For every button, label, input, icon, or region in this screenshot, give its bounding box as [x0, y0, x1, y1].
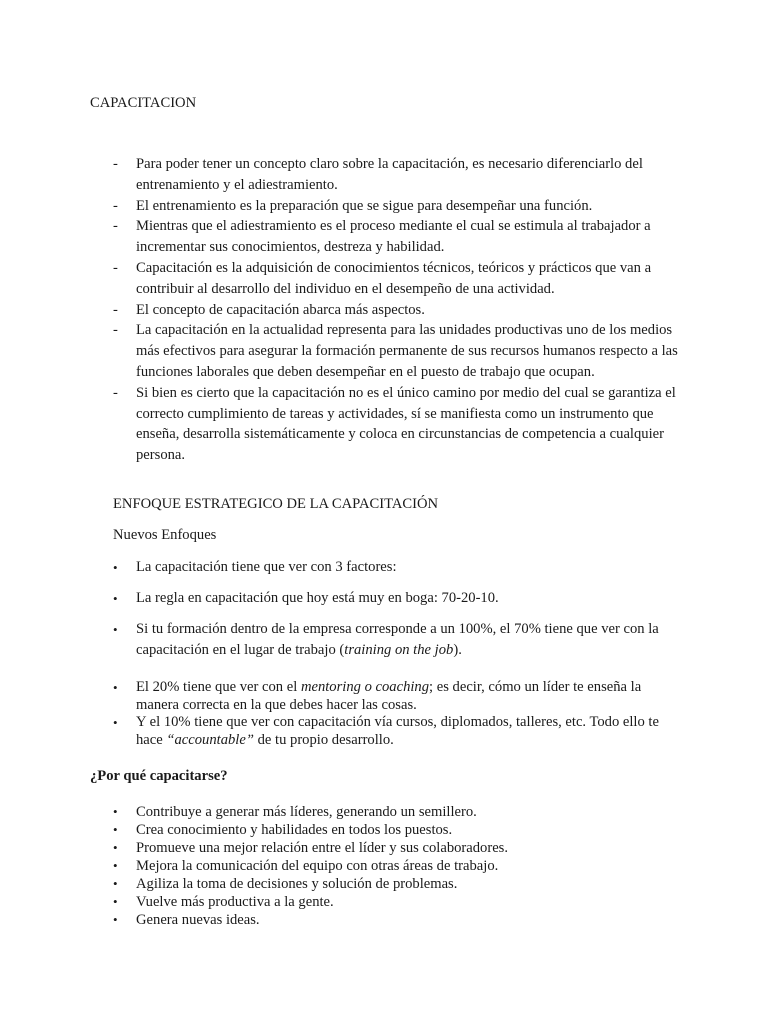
- factor-item: [113, 714, 683, 749]
- list-item-text: La capacitación en la actualidad representa para las unidades productivas uno de los medios más efectivos para asegurar la formación permanente de sus recursos humanos respecto a las funciones laborales que deben desempeñar en el puesto de trabajo que ocupan.: [136, 322, 678, 380]
- list-item: [113, 839, 683, 857]
- list-item-text: Para poder tener un concepto claro sobre la capacitación, es necesario diferenciarlo del entrenamiento y el adiestramiento.: [136, 156, 643, 193]
- list-item: [113, 300, 683, 321]
- list-item: [113, 893, 683, 911]
- factor-item: [113, 588, 683, 609]
- subheading: Nuevos Enfoques: [113, 527, 217, 543]
- factor-italic-text: “accountable”: [166, 731, 254, 748]
- list-item-text: El concepto de capacitación abarca más aspectos.: [136, 301, 425, 318]
- list-item: [113, 196, 683, 217]
- list-item-text: El entrenamiento es la preparación que se sigue para desempeñar una función.: [136, 197, 593, 214]
- list-item-text: Promueve una mejor relación entre el líder y sus colaboradores.: [136, 840, 509, 856]
- list-item: [113, 875, 683, 893]
- why-heading: ¿Por qué capacitarse?: [90, 768, 228, 784]
- dash-marker: -: [113, 197, 118, 214]
- list-item: [113, 803, 683, 821]
- bullet-marker: •: [113, 822, 118, 837]
- list-item: [113, 821, 683, 839]
- dash-marker: -: [113, 301, 118, 318]
- bullet-marker: •: [113, 560, 118, 575]
- list-item-text: Agiliza la toma de decisiones y solución de problemas.: [136, 876, 458, 892]
- factor-text: Si tu formación dentro de la empresa corresponde a un 100%, el 70% tiene que ver con la capacitación en el lugar de trabajo (: [136, 621, 659, 658]
- section-heading: ENFOQUE ESTRATEGICO DE LA CAPACITACIÓN: [113, 496, 439, 512]
- factor-italic-text: training on the job: [344, 641, 454, 658]
- bullet-marker: •: [113, 591, 118, 606]
- document-title: CAPACITACION: [90, 95, 197, 111]
- factor-text: La regla en capacitación que hoy está muy en boga: 70-20-10.: [136, 590, 499, 606]
- list-item: [113, 857, 683, 875]
- bullet-marker: •: [113, 840, 118, 855]
- dash-marker: -: [113, 259, 118, 276]
- factor-text: ).: [453, 641, 462, 658]
- bullet-marker: •: [113, 894, 118, 909]
- list-item-text: Mejora la comunicación del equipo con otras áreas de trabajo.: [136, 858, 499, 874]
- intro-list: [113, 154, 683, 466]
- list-item-text: Crea conocimiento y habilidades en todos los puestos.: [136, 822, 453, 838]
- dash-marker: -: [113, 218, 118, 235]
- factor-item: [113, 557, 683, 578]
- factor-text: ; es decir, cómo un líder te enseña la manera correcta en la que debes hacer las cosas.: [136, 679, 642, 713]
- factor-item: [113, 679, 683, 714]
- bullet-marker: •: [113, 622, 118, 637]
- list-item: [113, 216, 683, 258]
- bullet-marker: •: [113, 680, 118, 695]
- dash-marker: -: [113, 156, 118, 172]
- list-item: [113, 911, 683, 929]
- factor-item: [113, 619, 683, 661]
- list-item: [113, 383, 683, 466]
- factor-text: El 20% tiene que ver con el: [136, 679, 301, 695]
- list-item-text: Si bien es cierto que la capacitación no es el único camino por medio del cual se garantiza el correcto cumplimiento de tareas y actividades, sí se manifiesta como un instrumento que enseña, desarrolla sistemáticamente y coloca en circunstancias de competencia a cualquier persona.: [136, 384, 676, 464]
- list-item-text: Mientras que el adiestramiento es el proceso mediante el cual se estimula al trabajador a incrementar sus conocimientos, destreza y habilidad.: [136, 218, 651, 256]
- bullet-marker: •: [113, 858, 118, 873]
- list-item-text: Contribuye a generar más líderes, generando un semillero.: [136, 804, 477, 820]
- dash-marker: -: [113, 384, 118, 401]
- list-item: [113, 320, 683, 382]
- dash-marker: -: [113, 322, 118, 339]
- bullet-marker: •: [113, 912, 118, 927]
- factor-text: de tu propio desarrollo.: [253, 731, 394, 748]
- factor-text: La capacitación tiene que ver con 3 factores:: [136, 559, 397, 575]
- list-item: [113, 258, 683, 300]
- bullet-marker: •: [113, 876, 118, 891]
- bullet-marker: •: [113, 804, 118, 819]
- list-item-text: Capacitación es la adquisición de conocimientos técnicos, teóricos y prácticos que van a contribuir al desarrollo del individuo en el desempeño de una actividad.: [136, 259, 652, 297]
- why-list: [113, 803, 683, 929]
- factor-italic-text: mentoring o coaching: [300, 679, 430, 695]
- list-item-text: Vuelve más productiva a la gente.: [136, 894, 334, 910]
- factor-text: Y el 10% tiene que ver con capacitación vía cursos, diplomados, talleres, etc. Todo ello te hace: [136, 714, 659, 748]
- bullet-marker: •: [113, 715, 118, 730]
- list-item-text: Genera nuevas ideas.: [136, 912, 260, 928]
- list-item: [113, 154, 683, 196]
